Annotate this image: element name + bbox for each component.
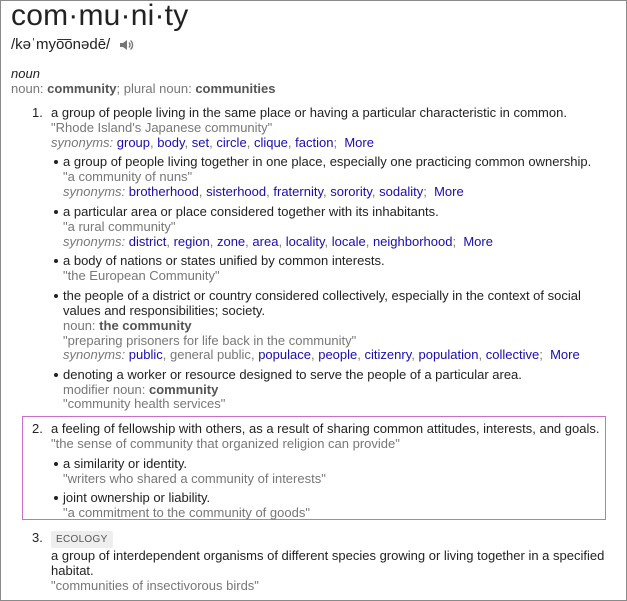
synonym-link[interactable]: region: [173, 234, 210, 249]
bullet: [54, 462, 58, 466]
synonym-link[interactable]: body: [157, 135, 185, 150]
synonyms-line: synonyms: group, body, set, circle, clique, faction; More: [51, 135, 374, 150]
synonym-link[interactable]: brotherhood: [128, 184, 199, 199]
more-synonyms-link[interactable]: More: [550, 347, 580, 362]
synonym-link[interactable]: locality: [285, 234, 325, 249]
synonym-link[interactable]: set: [191, 135, 210, 150]
subsense-definition: a body of nations or states unified by common interests.: [63, 253, 385, 268]
grammar-term: the community: [99, 318, 192, 333]
sense-definition: a feeling of fellowship with others, as a result of sharing common attitudes, interests, and goals.: [51, 421, 600, 436]
synonyms-label: synonyms:: [63, 347, 126, 362]
synonym-link[interactable]: area: [252, 234, 279, 249]
sense-definition-line1: a group of interdependent organisms of different species growing or living together in a specified: [51, 548, 605, 563]
synonyms-line: synonyms: public, general public, populace, people, citizenry, population, collective; More: [63, 347, 580, 362]
sense-example: "communities of insectivorous birds": [51, 578, 259, 593]
sense-number: 1.: [32, 105, 43, 120]
synonym-link[interactable]: faction: [295, 135, 334, 150]
subsense-example: "writers who shared a community of interests": [63, 471, 326, 486]
grammar-note: [63, 382, 218, 397]
subsense-definition: joint ownership or liability.: [63, 490, 211, 505]
synonyms-label: synonyms:: [63, 184, 126, 199]
speaker-icon[interactable]: [118, 37, 134, 53]
synonym-link[interactable]: circle: [216, 135, 247, 150]
more-synonyms-link[interactable]: More: [434, 184, 464, 199]
inflection-prefix: noun:: [11, 81, 44, 96]
subsense-example: "a rural community": [63, 219, 176, 234]
synonym-link[interactable]: district: [128, 234, 167, 249]
subsense-definition: denoting a worker or resource designed to serve the people of a particular area.: [63, 367, 522, 382]
subsense-definition: a group of people living together in one place, especially one practicing common ownership.: [63, 154, 592, 169]
synonym-link[interactable]: sisterhood: [206, 184, 267, 199]
subsense-example: "preparing prisoners for life back in the community": [63, 333, 357, 348]
bullet: [54, 373, 58, 377]
synonym-link[interactable]: clique: [253, 135, 288, 150]
synonym-link[interactable]: people: [318, 347, 358, 362]
grammar-term: community: [149, 382, 219, 397]
subsense-definition: a similarity or identity.: [63, 456, 188, 471]
synonym-link[interactable]: citizenry: [364, 347, 412, 362]
synonym-link[interactable]: neighborhood: [372, 234, 453, 249]
subsense-example: "a commitment to the community of goods": [63, 505, 310, 520]
synonym-link[interactable]: sorority: [330, 184, 372, 199]
bullet: [54, 259, 58, 263]
bullet: [54, 496, 58, 500]
subsense-example: "a community of nuns": [63, 169, 193, 184]
synonym-link[interactable]: populace: [258, 347, 311, 362]
more-synonyms-link[interactable]: More: [463, 234, 493, 249]
more-synonyms-link[interactable]: More: [344, 135, 374, 150]
subsense-example: "the European Community": [63, 268, 220, 283]
domain-label: ECOLOGY: [51, 531, 113, 548]
headword: com·mu·ni·ty: [11, 0, 189, 32]
sense-example: "the sense of community that organized religion can provide": [51, 436, 400, 451]
synonym-link[interactable]: collective: [485, 347, 540, 362]
inflection-sep: ; plural noun:: [116, 81, 192, 96]
synonyms-label: synonyms:: [63, 234, 126, 249]
synonym-link[interactable]: public: [128, 347, 163, 362]
sense-definition: a group of people living in the same place or having a particular characteristic in common.: [51, 105, 567, 120]
phonetic-text: /kəˈmyo͞onədē/: [11, 36, 111, 53]
grammar-prefix: noun:: [63, 318, 96, 333]
inflection: [11, 81, 276, 96]
phonetic: [11, 36, 134, 53]
subsense-definition-line2: values and responsibilities; society.: [63, 303, 266, 318]
synonym-plain: general public: [169, 347, 251, 362]
grammar-prefix: modifier noun:: [63, 382, 146, 397]
subsense-definition-line1: the people of a district or country considered collectively, especially in the context of social: [63, 288, 581, 303]
bullet: [54, 160, 58, 164]
synonyms-label: synonyms:: [51, 135, 114, 150]
synonyms-line: synonyms: brotherhood, sisterhood, fraternity, sorority, sodality; More: [63, 184, 464, 199]
sense-example: "Rhode Island's Japanese community": [51, 120, 273, 135]
synonym-link[interactable]: fraternity: [273, 184, 323, 199]
sense-number: 2.: [32, 421, 43, 436]
synonyms-line: synonyms: district, region, zone, area, locality, locale, neighborhood; More: [63, 234, 493, 249]
subsense-definition: a particular area or place considered together with its inhabitants.: [63, 204, 439, 219]
inflection-singular: community: [47, 81, 117, 96]
sense-definition-line2: habitat.: [51, 563, 94, 578]
synonym-link[interactable]: population: [418, 347, 479, 362]
sense-number: 3.: [32, 530, 43, 545]
bullet: [54, 210, 58, 214]
synonym-link[interactable]: group: [116, 135, 151, 150]
synonym-link[interactable]: locale: [331, 234, 366, 249]
part-of-speech: noun: [11, 66, 40, 81]
grammar-note: [63, 318, 192, 333]
synonym-link[interactable]: sodality: [379, 184, 424, 199]
inflection-plural: communities: [195, 81, 276, 96]
synonym-link[interactable]: zone: [216, 234, 246, 249]
bullet: [54, 294, 58, 298]
subsense-example: "community health services": [63, 396, 226, 411]
